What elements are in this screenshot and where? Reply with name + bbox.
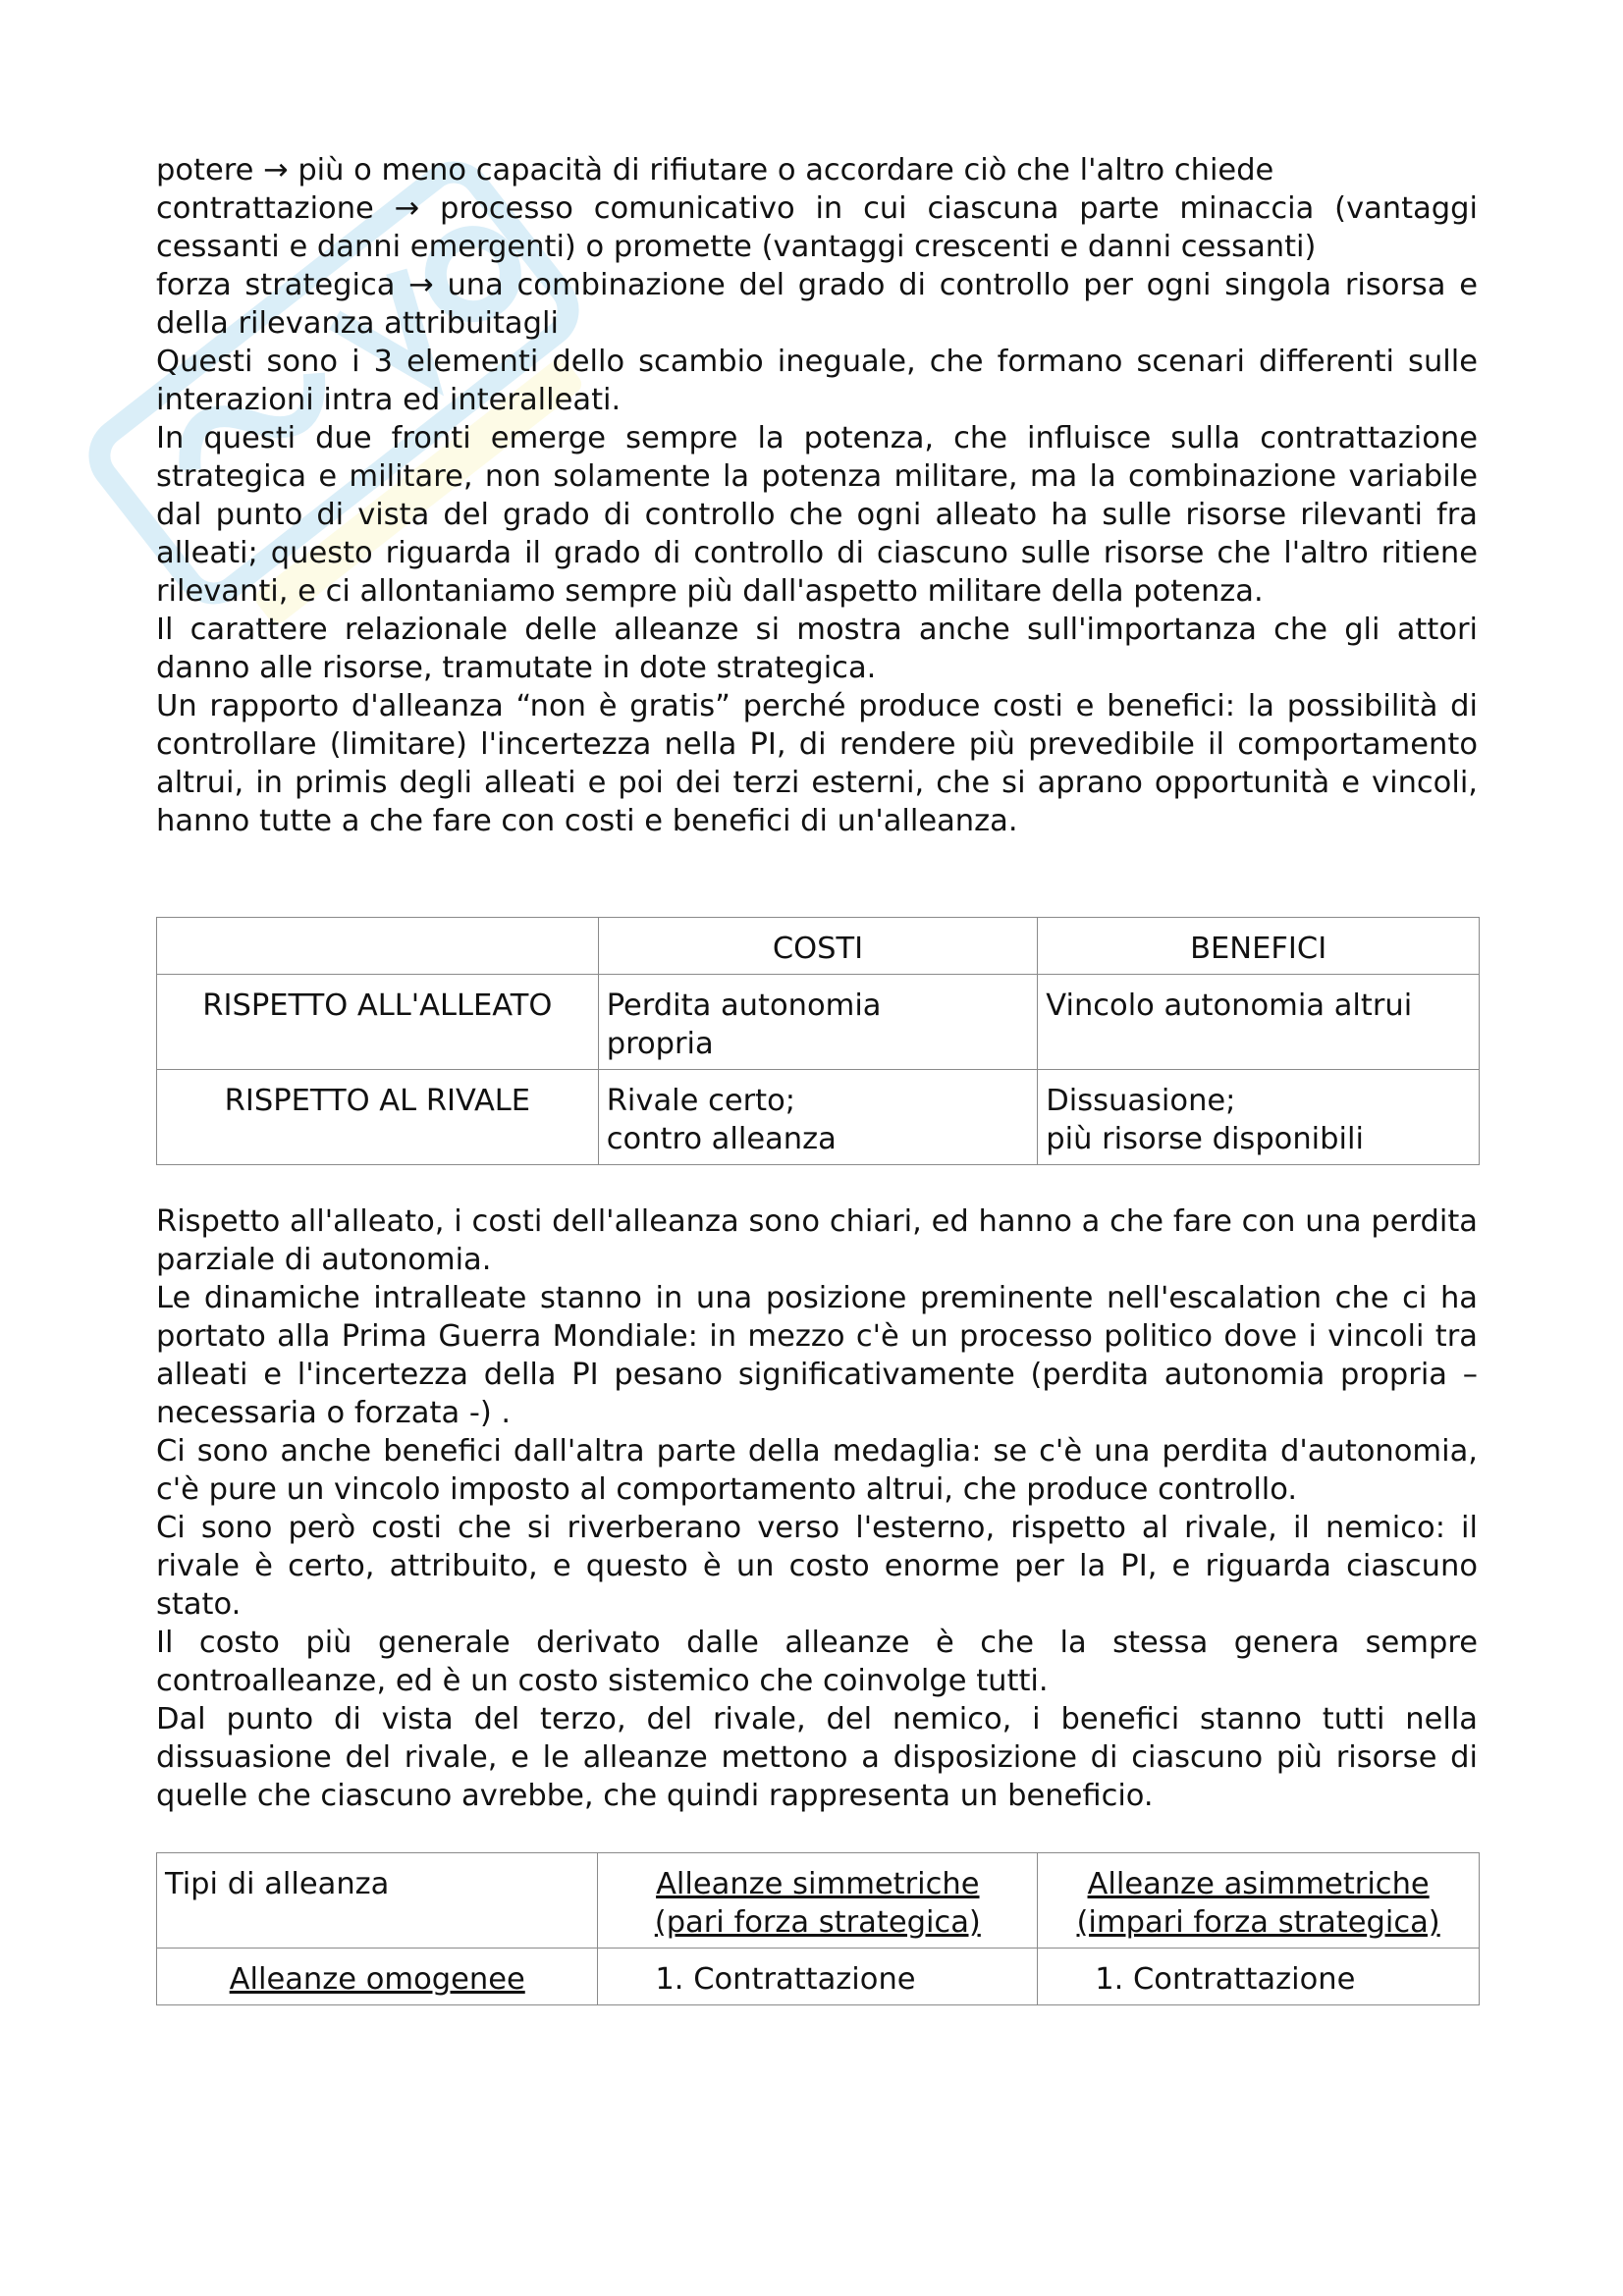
table-header-benefici: BENEFICI [1038,918,1480,975]
alliance-types-table [156,1852,1480,2005]
cell-simmetriche-omogenee [598,1949,1038,2005]
table-row [157,1949,1480,2005]
row-label-omogenee [157,1949,598,2005]
paragraph-potenza: In questi due fronti emerge sempre la potenza, che influisce sulla contrattazione strategica e militare, non solamente la potenza militare, ma la combinazione variabile dal punto di vista del grado di controllo che ogni alleato ha sulle risorse rilevanti fra alleati; questo riguarda il grado di controllo di ciascuno sulle risorse che l'altro ritiene rilevanti, e ci allontaniamo sempre più dall'aspetto militare della potenza. [156,421,1478,609]
paragraph-benefici: Ci sono anche benefici dall'altra parte della medaglia: se c'è una perdita d'autonomia, c'è pure un vincolo imposto al comportamento altrui, che produce controllo. [156,1434,1478,1507]
table-header-empty [157,918,599,975]
cell-line: Rivale certo; [606,1084,796,1118]
header-line: (impari forza strategica) [1076,1905,1440,1940]
paragraph-potere: potere → più o meno capacità di rifiutare o accordare ciò che l'altro chiede [156,153,1274,187]
row-label-alleato: RISPETTO ALL'ALLEATO [157,975,599,1070]
table-header-row [157,918,1480,975]
cell-line: propria [606,1027,714,1061]
list-number: 1. [655,1962,684,1997]
list-number: 1. [1095,1962,1124,1997]
cell-line: contro alleanza [606,1122,837,1156]
cell-line: Dissuasione; [1046,1084,1236,1118]
row-label-rivale: RISPETTO AL RIVALE [157,1070,599,1165]
paragraph-forza-strategica: forza strategica → una combinazione del grado di controllo per ogni singola risorsa e della rilevanza attribuitagli [156,268,1478,341]
cell-benefici-rivale [1038,1070,1480,1165]
paragraph-carattere-relazionale: Il carattere relazionale delle alleanze si mostra anche sull'importanza che gli attori danno alle risorse, tramutate in dote strategica. [156,613,1478,685]
table-header-asimmetriche [1038,1853,1480,1949]
paragraph-punto-di-vista-terzo: Dal punto di vista del terzo, del rivale, del nemico, i benefici stanno tutti nella dissuasione del rivale, e le alleanze mettono a disposizione di ciascuno più risorse di quelle che ciascuno avrebbe, che quindi rappresenta un beneficio. [156,1702,1478,1813]
cell-costi-rivale [598,1070,1038,1165]
table-header-tipi: Tipi di alleanza [157,1853,598,1949]
costs-benefits-table [156,917,1480,1165]
paragraph-costi-esterni: Ci sono però costi che si riverberano verso l'esterno, rispetto al rivale, il nemico: il rivale è certo, attribuito, e questo è un costo enorme per la PI, e riguarda ciascuno stato. [156,1511,1478,1622]
paragraph-dinamiche-intralleate: Le dinamiche intralleate stanno in una posizione preminente nell'escalation che ci ha portato alla Prima Guerra Mondiale: in mezzo c'è un processo politico dove i vincoli tra alleati e l'incertezza della PI pesano significativamente (perdita autonomia propria – necessaria o forzata -) . [156,1281,1478,1430]
cell-asimmetriche-omogenee [1038,1949,1480,2005]
paragraph-contrattazione: contrattazione → processo comunicativo in cui ciascuna parte minaccia (vantaggi cessanti e danni emergenti) o promette (vantaggi crescenti e danni cessanti) [156,191,1478,264]
paragraph-costo-generale: Il costo più generale derivato dalle alleanze è che la stessa genera sempre controalleanze, ed è un costo sistemico che coinvolge tutti. [156,1626,1478,1698]
table-row [157,975,1480,1070]
table-header-costi: COSTI [598,918,1038,975]
header-line: Alleanze asimmetriche [1087,1867,1430,1901]
table-header-simmetriche [598,1853,1038,1949]
paragraph-rapporto-alleanza: Un rapporto d'alleanza “non è gratis” perché produce costi e benefici: la possibilità di controllare (limitare) l'incertezza nella PI, di rendere più prevedibile il comportamento altrui, in primis degli alleati e poi dei terzi esterni, che si aprano opportunità e vincoli, hanno tutte a che fare con costi e benefici di un'alleanza. [156,689,1478,838]
header-line: Alleanze simmetriche [656,1867,980,1901]
cell-line: più risorse disponibili [1046,1122,1364,1156]
paragraph-tre-elementi: Questi sono i 3 elementi dello scambio ineguale, che formano scenari differenti sulle interazioni intra ed interalleati. [156,345,1478,417]
header-line: (pari forza strategica) [654,1905,981,1940]
cell-line: Perdita autonomia [606,988,882,1023]
cell-line: Vincolo autonomia altrui [1046,988,1413,1023]
row-label-text: Alleanze omogenee [229,1962,525,1997]
table-header-row [157,1853,1480,1949]
document-page [156,151,1478,2005]
cell-costi-alleato [598,975,1038,1070]
list-item: Contrattazione [1133,1962,1356,1997]
list-item: Contrattazione [693,1962,916,1997]
table-row [157,1070,1480,1165]
paragraph-rispetto-alleato: Rispetto all'alleato, i costi dell'alleanza sono chiari, ed hanno a che fare con una perdita parziale di autonomia. [156,1204,1478,1277]
cell-benefici-alleato [1038,975,1480,1070]
